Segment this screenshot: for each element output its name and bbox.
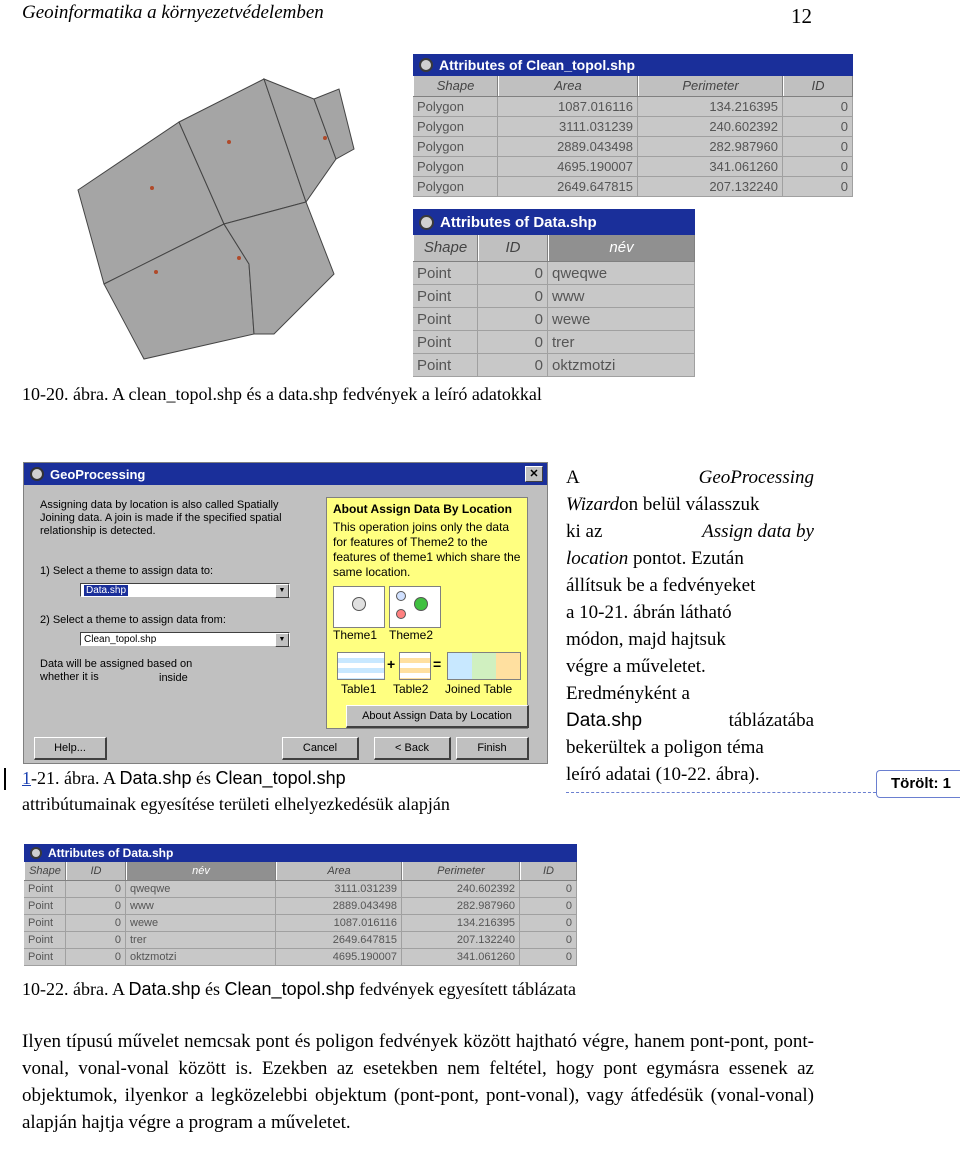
change-bar (4, 768, 6, 790)
column-header[interactable]: név (126, 862, 276, 880)
help-button[interactable]: Help... (34, 737, 107, 760)
table-row[interactable]: Point 0 wewe (413, 308, 695, 331)
joined-table-label: Joined Table (445, 682, 513, 696)
assign-from-theme-select[interactable]: Clean_topol.shp ▼ (80, 632, 290, 646)
table2-label: Table2 (393, 682, 429, 696)
clean-topol-attribute-table (413, 54, 853, 197)
based-label: Data will be assigned based on whether it is (40, 658, 193, 683)
relationship-value[interactable]: inside (159, 672, 188, 684)
magnifier-icon (419, 215, 434, 230)
dialog-intro: Assigning data by location is also called Spatially Joining data. A join is made if the specified spatial relationship is detected. (40, 499, 282, 537)
point-feature (237, 256, 241, 260)
column-header[interactable]: Area (498, 76, 638, 96)
finish-button[interactable]: Finish (456, 737, 529, 760)
table-row[interactable]: Point 0 www 2889.043498 282.987960 0 (24, 898, 577, 915)
theme1-label: Theme1 (333, 628, 378, 642)
point-feature (227, 140, 231, 144)
joined-attribute-table (24, 844, 577, 966)
table-row[interactable]: Point 0 qweqwe 3111.031239 240.602392 0 (24, 881, 577, 898)
dialog-title: GeoProcessing (50, 466, 146, 482)
column-header[interactable]: Perimeter (638, 76, 783, 96)
figure-caption-10-20: 10-20. ábra. A clean_topol.shp és a data.shp fedvények a leíró adatokkal (22, 384, 542, 404)
column-header[interactable]: Shape (24, 862, 66, 880)
equals-icon: = (433, 656, 442, 672)
comment-connector (566, 792, 876, 793)
theme1-preview-icon (333, 586, 385, 628)
table-row[interactable]: Point 0 oktzmotzi (413, 354, 695, 377)
assign-to-theme-select[interactable]: Data.shp ▼ (80, 583, 290, 597)
table-row[interactable]: Point 0 wewe 1087.016116 134.216395 0 (24, 915, 577, 932)
body-paragraph: Ilyen típusú művelet nemcsak pont és poligon fedvények között hajtható végre, hanem pont-pont, pont-vonal, vonal-vonal között is. Ezekben az esetekben nem feltétel, hogy pont egymásra essenek az objektumok, ilyenkor a legközelebbi objektum (pont-pont, pont-vonal), vagy átfedésük (vonal-vonal) alapján hajtja végre a program a műveletet. (22, 1031, 814, 1133)
table1-label: Table1 (341, 682, 377, 696)
table-row[interactable]: Point 0 oktzmotzi 4695.190007 341.061260 0 (24, 949, 577, 966)
joined-table-icon (447, 652, 521, 680)
table-title: Attributes of Data.shp (440, 213, 597, 231)
running-header-title: Geoinformatika a környezetvédelemben (22, 2, 324, 23)
column-header[interactable]: Perimeter (402, 862, 520, 880)
table-header (413, 235, 695, 262)
table-row[interactable]: Polygon 2889.043498 282.987960 0 (413, 137, 853, 157)
close-icon[interactable]: ✕ (525, 466, 543, 482)
table-row[interactable]: Point 0 trer (413, 331, 695, 354)
point-feature (150, 186, 154, 190)
table-body (413, 97, 853, 197)
geoprocessing-dialog (23, 462, 548, 764)
table-row[interactable]: Point 0 trer 2649.647815 207.132240 0 (24, 932, 577, 949)
magnifier-icon (419, 58, 433, 72)
point-feature (154, 270, 158, 274)
deleted-marker: 1 (22, 768, 31, 788)
table-title: Attributes of Clean_topol.shp (439, 57, 635, 73)
step2-label: 2) Select a theme to assign data from: (40, 614, 226, 626)
plus-icon: + (387, 656, 396, 672)
page-number: 12 (791, 4, 812, 28)
figure-caption-10-21: 1-21. ábra. A Data.shp és Clean_topol.shp (22, 768, 346, 788)
wizard-description: A GeoProcessing Wizardon belül válasszuk ki az Assign data by location pontot. Ezután állítsuk be a fedvényeket a 10-21. ábrán látható módon, majd hajtsuk végre a műveletet. Eredményként a Data.shp táblázatába bekerültek a poligon téma leíró adatai (10-22. ábra). (566, 467, 814, 785)
table-row[interactable]: Polygon 2649.647815 207.132240 0 (413, 177, 853, 197)
table-header (413, 76, 853, 97)
point-feature (323, 136, 327, 140)
column-header[interactable]: ID (783, 76, 853, 96)
cancel-button[interactable]: Cancel (282, 737, 359, 760)
table1-icon (337, 652, 385, 680)
table-title: Attributes of Data.shp (48, 846, 174, 860)
figure-caption-10-22: 10-22. ábra. A Data.shp és Clean_topol.shp fedvények egyesített táblázata (22, 979, 577, 999)
about-assign-button[interactable]: About Assign Data by Location (346, 705, 529, 728)
about-title: About Assign Data By Location (333, 502, 512, 516)
about-panel (326, 497, 528, 729)
deleted-comment-balloon[interactable]: Törölt: 1 (876, 770, 960, 798)
table-header (24, 862, 577, 881)
chevron-down-icon: ▼ (275, 633, 289, 647)
theme2-preview-icon (389, 586, 441, 628)
table-body (413, 262, 695, 377)
step1-label: 1) Select a theme to assign data to: (40, 565, 214, 577)
figure-caption-10-21-line2: attribútumainak egyesítése területi elhelyezkedésük alapján (22, 794, 450, 814)
column-header[interactable]: ID (478, 235, 548, 261)
table2-icon (399, 652, 431, 680)
chevron-down-icon: ▼ (275, 584, 289, 598)
table-row[interactable]: Point 0 www (413, 285, 695, 308)
table-row[interactable]: Point 0 qweqwe (413, 262, 695, 285)
magnifier-icon (30, 467, 44, 481)
about-text: This operation joins only the data for features of Theme2 to the features of theme1 which share the same location. (333, 520, 521, 579)
column-header[interactable]: Shape (413, 76, 498, 96)
back-button[interactable]: < Back (374, 737, 451, 760)
column-header[interactable]: ID (66, 862, 126, 880)
column-header[interactable]: Area (276, 862, 402, 880)
theme2-label: Theme2 (389, 628, 434, 642)
magnifier-icon (30, 847, 42, 859)
table-body (24, 881, 577, 966)
table-row[interactable]: Polygon 1087.016116 134.216395 0 (413, 97, 853, 117)
column-header[interactable]: ID (520, 862, 577, 880)
table-row[interactable]: Polygon 3111.031239 240.602392 0 (413, 117, 853, 137)
dialog-titlebar (24, 463, 547, 485)
table-row[interactable]: Polygon 4695.190007 341.061260 0 (413, 157, 853, 177)
column-header[interactable]: név (548, 235, 695, 261)
data-attribute-table (413, 209, 695, 377)
column-header[interactable]: Shape (413, 235, 478, 261)
polygon-map (74, 74, 364, 364)
